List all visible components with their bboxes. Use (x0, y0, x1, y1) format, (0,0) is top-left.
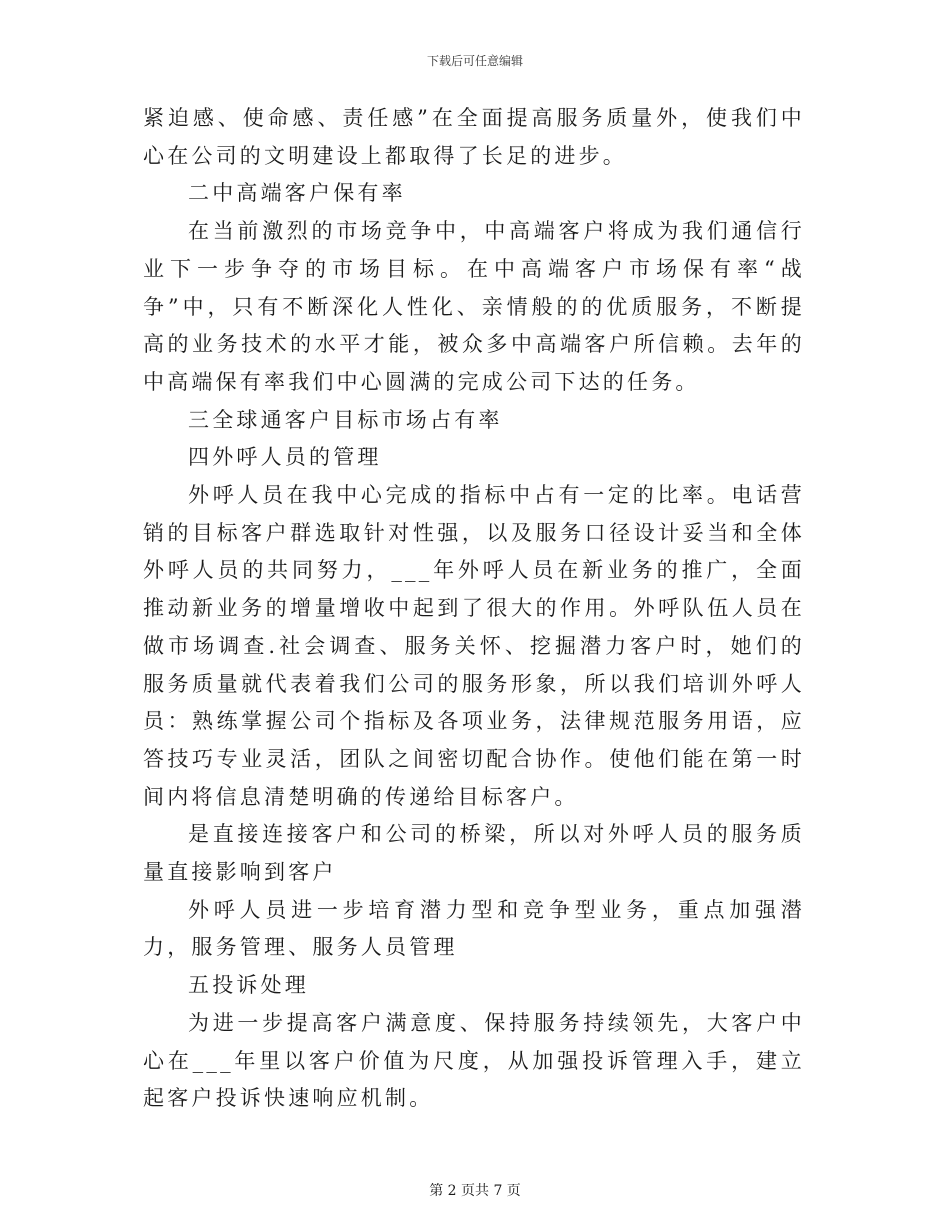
paragraph-outbound-staff: 外呼人员在我中心完成的指标中占有一定的比率。电话营销的目标客户群选取针对性强，以及服务口径设计妥当和全体外呼人员的共同努力，___年外呼人员在新业务的推广，全面推动新业务的增量增收中起到了很大的作用。外呼队伍人员在做市场调查.社会调查、服务关怀、挖掘潜力客户时，她们的服务质量就代表着我们公司的服务形象，所以我们培训外呼人员：熟练掌握公司个指标及各项业务，法律规范服务用语，应答技巧专业灵活，团队之间密切配合协作。使他们能在第一时间内将信息清楚明确的传递给目标客户。 (143, 483, 805, 809)
paragraph-complaint-handling: 为进一步提高客户满意度、保持服务持续领先，大客户中心在___年里以客户价值为尺度，从加强投诉管理入手，建立起客户投诉快速响应机制。 (143, 1010, 805, 1111)
document-body (143, 100, 805, 1118)
page-header-note: 下载后可任意编辑 (426, 54, 523, 68)
page-number: 第 2 页共 7 页 (429, 1183, 521, 1199)
section-heading-4: 四外呼人员的管理 (188, 445, 382, 470)
paragraph-outbound-development: 外呼人员进一步培育潜力型和竞争型业务，重点加强潜力，服务管理、服务人员管理 (143, 897, 805, 960)
paragraph-high-end-retention: 在当前激烈的市场竞争中，中高端客户将成为我们通信行业下一步争夺的市场目标。在中高端客户市场保有率“战争”中，只有不断深化人性化、亲情般的的优质服务，不断提高的业务技术的水平才能，被众多中高端客户所信赖。去年的中高端保有率我们中心圆满的完成公司下达的任务。 (143, 219, 805, 394)
section-heading-2: 二中高端客户保有率 (188, 181, 406, 206)
paragraph-bridge: 是直接连接客户和公司的桥梁，所以对外呼人员的服务质量直接影响到客户 (143, 822, 805, 885)
section-heading-5: 五投诉处理 (188, 973, 309, 998)
paragraph-continuation: 紧迫感、使命感、责任感”在全面提高服务质量外，使我们中心在公司的文明建设上都取得了长足的进步。 (143, 106, 805, 168)
section-heading-3: 三全球通客户目标市场占有率 (188, 407, 503, 432)
